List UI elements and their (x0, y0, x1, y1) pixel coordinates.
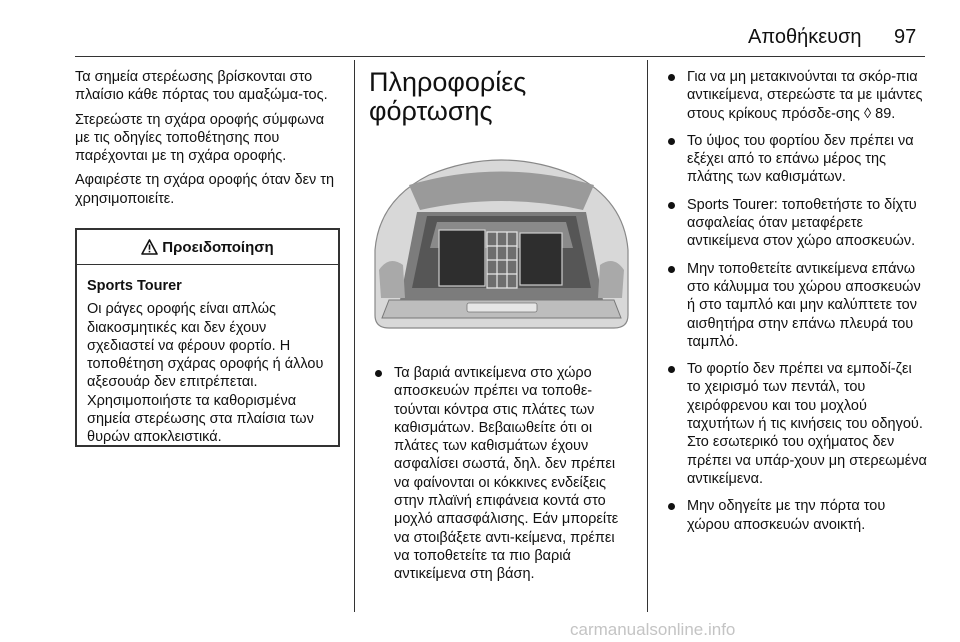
column-left (75, 68, 340, 214)
bullet-item: Sports Tourer: τοποθετήστε το δίχτυ ασφαλείας όταν μεταφέρετε αντικείμενα στον χώρο αποσκευών. (662, 196, 927, 251)
page-number: 97 (894, 26, 917, 48)
bullet-item: Μην οδηγείτε με την πόρτα του χώρου αποσκευών ανοικτή. (662, 497, 927, 534)
warning-text: Οι ράγες οροφής είναι απλώς διακοσμητικές και δεν έχουν σχεδιαστεί να φέρουν φορτίο. Η τοποθέτηση σχάρας οροφής ή άλλου αξεσουάρ δεν επιτρέπεται. Χρησιμοποιήστε τα καθορισμένα σημεία στερέωσης στα πλαίσια των θυρών αποκλειστικά. (87, 301, 324, 446)
warning-heading (77, 230, 338, 265)
warning-box (75, 228, 340, 447)
trunk-loading-illustration (369, 140, 634, 333)
paragraph: Τα σημεία στερέωσης βρίσκονται στο πλαίσιο κάθε πόρτας του αμαξώμα-τος. (75, 69, 328, 104)
warning-body (77, 265, 338, 447)
section-title (369, 68, 634, 126)
bullet-item: Το φορτίο δεν πρέπει να εμποδί-ζει το χειρισμό των πεντάλ, του χειρόφρενου και του μοχλού ταχυτήτων ή τις κινήσεις του οδηγού. Στο εσωτερικό του οχήματος δεν πρέπει να υπάρ-χουν μη στερεωμένα αντικείμενα. (662, 360, 927, 488)
running-header-title: Αποθήκευση (748, 26, 862, 48)
column-divider (647, 60, 648, 612)
paragraph: Αφαιρέστε τη σχάρα οροφής όταν δεν τη χρησιμοποιείτε. (75, 172, 335, 207)
loading-bullets (369, 364, 634, 593)
warning-subtitle: Sports Tourer (87, 278, 182, 294)
watermark: carmanualsonline.info (570, 620, 736, 639)
header-rule (75, 56, 925, 57)
bullet-item: Τα βαριά αντικείμενα στο χώρο αποσκευών πρέπει να τοποθε-τούνται κόντρα στις πλάτες των καθισμάτων. Βεβαιωθείτε ότι οι πλάτες των καθισμάτων έχουν ασφαλίσει σωστά, δηλ. δεν πρέπει να φαίνονται οι κόκκινες ενδείξεις στην πλαϊνή επιφάνεια κοντά στο μοχλό απασφάλισης. Εάν μπορείτε να στοιβάξετε αντι-κείμενα, πρέπει να τοποθετείτε τα πιο βαριά αντικείμενα στη βάση. (369, 364, 634, 584)
bullet-item: Μην τοποθετείτε αντικείμενα επάνω στο κάλυμμα του χώρου αποσκευών ή στο ταμπλό και μην καλύπτετε τον αισθητήρα στην επάνω πλευρά του ταμπλό. (662, 260, 927, 351)
section-title-line: φόρτωσης (369, 96, 493, 126)
bullet-item: Για να μη μετακινούνται τα σκόρ-πια αντικείμενα, στερεώστε τα με ιμάντες στους κρίκους πρόσδε-σης ◊ 89. (662, 68, 927, 123)
paragraph: Στερεώστε τη σχάρα οροφής σύμφωνα με τις οδηγίες τοποθέτησης που παρέχονται με τη σχάρα οροφής. (75, 111, 325, 165)
column-middle (369, 68, 634, 126)
warning-heading-text: Προειδοποίηση (162, 238, 274, 256)
warning-triangle-icon (141, 239, 158, 255)
section-title-line: Πληροφορίες (369, 67, 527, 97)
bullet-item: Το ύψος του φορτίου δεν πρέπει να εξέχει από το επάνω μέρος της πλάτης των καθισμάτων. (662, 132, 927, 187)
column-divider (354, 60, 355, 612)
column-right (662, 68, 927, 543)
